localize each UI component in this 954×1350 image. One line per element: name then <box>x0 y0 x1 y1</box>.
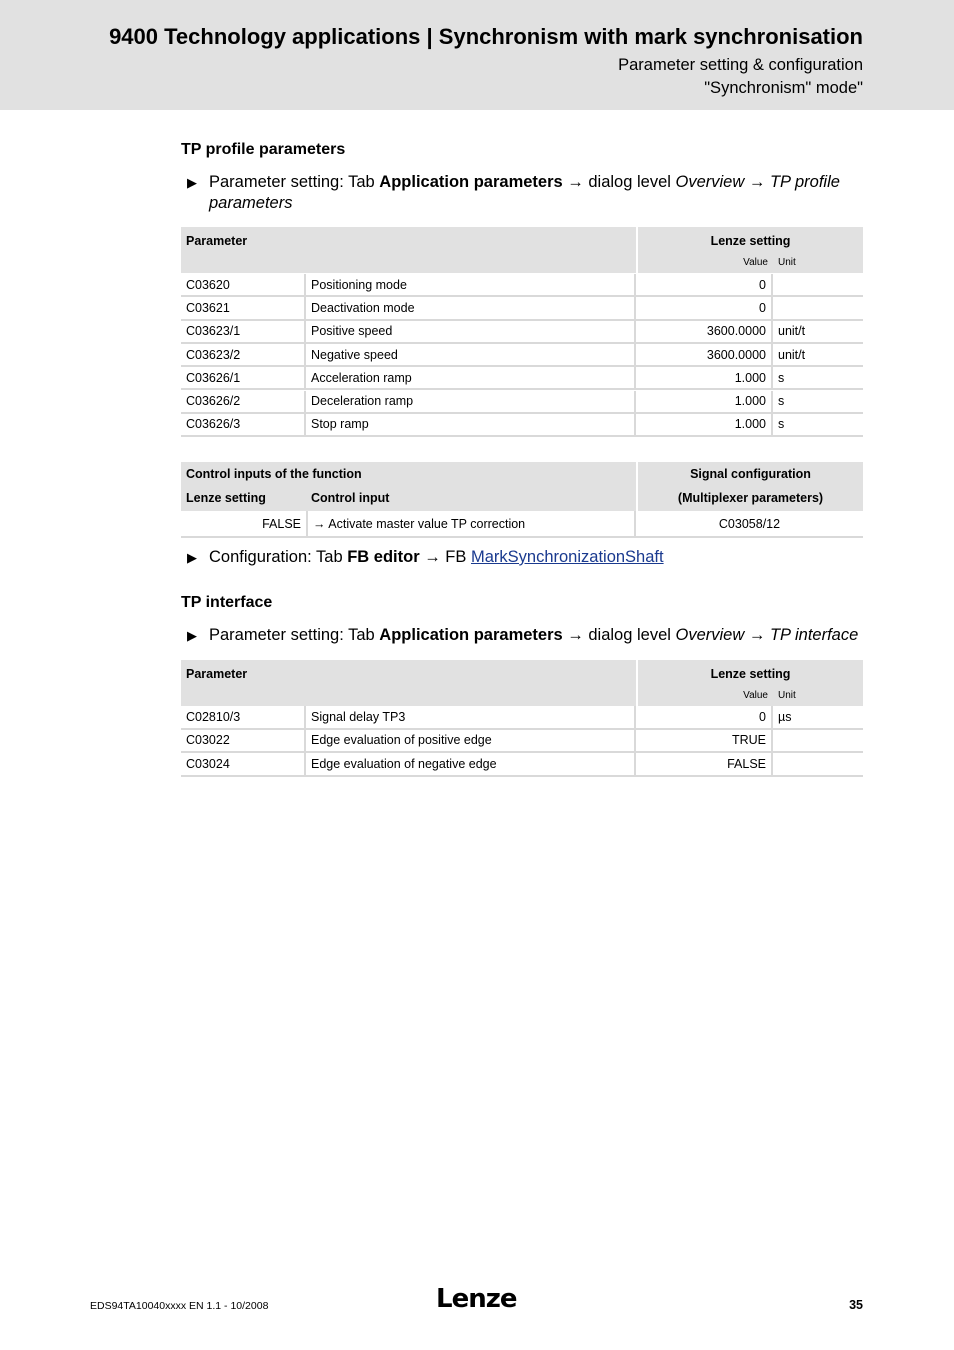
bullet-triangle-icon: ▶ <box>187 175 197 190</box>
param-name-cell: Deactivation mode <box>306 297 636 318</box>
unit-cell: s <box>778 394 785 409</box>
value-cell: 0 <box>636 274 773 295</box>
control-input-header: Control input <box>306 485 636 511</box>
unit-cell <box>773 297 863 318</box>
value-label: Value <box>743 690 768 701</box>
table-header <box>181 227 863 273</box>
instruction-level: Overview <box>675 626 745 644</box>
instruction-arrow: → dialog level <box>562 626 676 644</box>
param-code-cell: C02810/3 <box>181 706 306 728</box>
instruction-arrow: → <box>744 626 770 644</box>
value-cell: 1.000 <box>636 391 773 412</box>
unit-cell: s <box>778 370 785 385</box>
subtitle-line-1: Parameter setting & configuration <box>618 56 863 74</box>
instruction-tab: Application parameters <box>379 626 563 644</box>
bullet-triangle-icon: ▶ <box>187 550 197 565</box>
col-lenze-header <box>636 227 863 273</box>
instruction-level: Overview <box>675 173 745 191</box>
table-header <box>181 462 863 485</box>
tp-interface-instruction <box>187 625 867 646</box>
param-name-cell: Acceleration ramp <box>306 367 636 388</box>
lenze-setting-cell: FALSE <box>181 511 308 536</box>
table-subheader <box>181 485 863 511</box>
value-cell: 1.000 <box>636 367 773 388</box>
instruction-tab: Application parameters <box>379 173 563 191</box>
tp-interface-heading: TP interface <box>181 594 273 611</box>
tp-profile-heading: TP profile parameters <box>181 141 346 158</box>
param-code-cell: C03626/2 <box>181 391 306 412</box>
value-cell: FALSE <box>636 753 773 775</box>
param-name-cell: Deceleration ramp <box>306 391 636 412</box>
param-code-cell: C03621 <box>181 297 306 318</box>
lenze-setting-header: Lenze setting <box>181 485 306 511</box>
instruction-prefix: Parameter setting: Tab <box>209 173 380 191</box>
control-inputs-table <box>181 462 863 536</box>
param-code-cell: C03024 <box>181 753 306 775</box>
unit-cell: unit/t <box>778 324 806 339</box>
table-row <box>181 414 863 437</box>
unit-label: Unit <box>778 690 796 701</box>
param-code-cell: C03623/1 <box>181 321 306 342</box>
param-name-cell: Edge evaluation of positive edge <box>306 730 636 752</box>
value-cell: 3600.0000 <box>636 321 773 342</box>
unit-cell <box>773 730 863 752</box>
tp-profile-instruction <box>187 172 867 214</box>
lenze-logo: Lenze <box>436 1284 517 1314</box>
control-inputs-header: Control inputs of the function <box>181 462 636 485</box>
param-name-cell: Stop ramp <box>306 414 636 435</box>
value-cell: 1.000 <box>636 414 773 435</box>
col-parameter-header: Parameter <box>181 660 636 706</box>
value-label: Value <box>743 257 768 268</box>
multiplexer-header: (Multiplexer parameters) <box>636 485 863 511</box>
param-code-cell: C03626/1 <box>181 367 306 388</box>
table-row <box>181 321 863 344</box>
doc-id: EDS94TA10040xxxx EN 1.1 - 10/2008 <box>90 1300 269 1312</box>
unit-cell <box>773 753 863 775</box>
config-prefix: Configuration: Tab <box>209 548 348 566</box>
param-name-cell: Signal delay TP3 <box>306 706 636 728</box>
fb-link[interactable]: MarkSynchronizationShaft <box>470 548 664 566</box>
instruction-target: TP interface <box>769 626 859 644</box>
unit-cell: s <box>778 417 785 432</box>
table-header <box>181 660 863 706</box>
tp-profile-table <box>181 227 863 437</box>
unit-cell: µs <box>778 709 792 724</box>
page-subtitle <box>618 54 863 100</box>
value-cell: 3600.0000 <box>636 344 773 365</box>
page-title: 9400 Technology applications | Synchronism with mark synchronisation <box>109 24 863 49</box>
param-name-cell: Edge evaluation of negative edge <box>306 753 636 775</box>
table-row <box>181 391 863 414</box>
table-row <box>181 753 863 777</box>
page-header <box>0 0 954 110</box>
table-row <box>181 274 863 297</box>
param-name-cell: Positioning mode <box>306 274 636 295</box>
table-row <box>181 297 863 320</box>
config-tab: FB editor <box>347 548 420 566</box>
col-parameter-header: Parameter <box>181 227 636 273</box>
param-code-cell: C03626/3 <box>181 414 306 435</box>
signal-config-header: Signal configuration <box>636 462 863 485</box>
col-lenze-header <box>636 660 863 706</box>
unit-cell: unit/t <box>778 347 806 362</box>
value-cell: 0 <box>636 706 773 728</box>
unit-label: Unit <box>778 257 796 268</box>
table-row <box>181 706 863 730</box>
table-row <box>181 344 863 367</box>
param-code-cell: C03620 <box>181 274 306 295</box>
control-input-cell: → Activate master value TP correction <box>308 511 636 536</box>
table-row <box>181 367 863 390</box>
table-row <box>181 511 863 538</box>
param-name-cell: Negative speed <box>306 344 636 365</box>
unit-cell <box>773 274 863 295</box>
config-instruction <box>187 547 867 568</box>
lenze-setting-label: Lenze setting <box>710 234 791 248</box>
instruction-arrow: → <box>744 173 770 191</box>
lenze-setting-label: Lenze setting <box>710 667 791 681</box>
config-arrow: → FB <box>419 548 471 566</box>
subtitle-line-2: "Synchronism" mode" <box>704 79 863 97</box>
instruction-prefix: Parameter setting: Tab <box>209 626 380 644</box>
instruction-arrow: → dialog level <box>562 173 676 191</box>
table-row <box>181 730 863 754</box>
value-cell: 0 <box>636 297 773 318</box>
param-code-cell: C03022 <box>181 730 306 752</box>
param-code-cell: C03623/2 <box>181 344 306 365</box>
bullet-triangle-icon: ▶ <box>187 628 197 643</box>
instruction-target: TP profile parameters <box>209 173 840 212</box>
param-name-cell: Positive speed <box>306 321 636 342</box>
value-cell: TRUE <box>636 730 773 752</box>
tp-interface-table <box>181 660 863 777</box>
page-number: 35 <box>849 1298 863 1312</box>
signal-cell: C03058/12 <box>718 516 781 531</box>
